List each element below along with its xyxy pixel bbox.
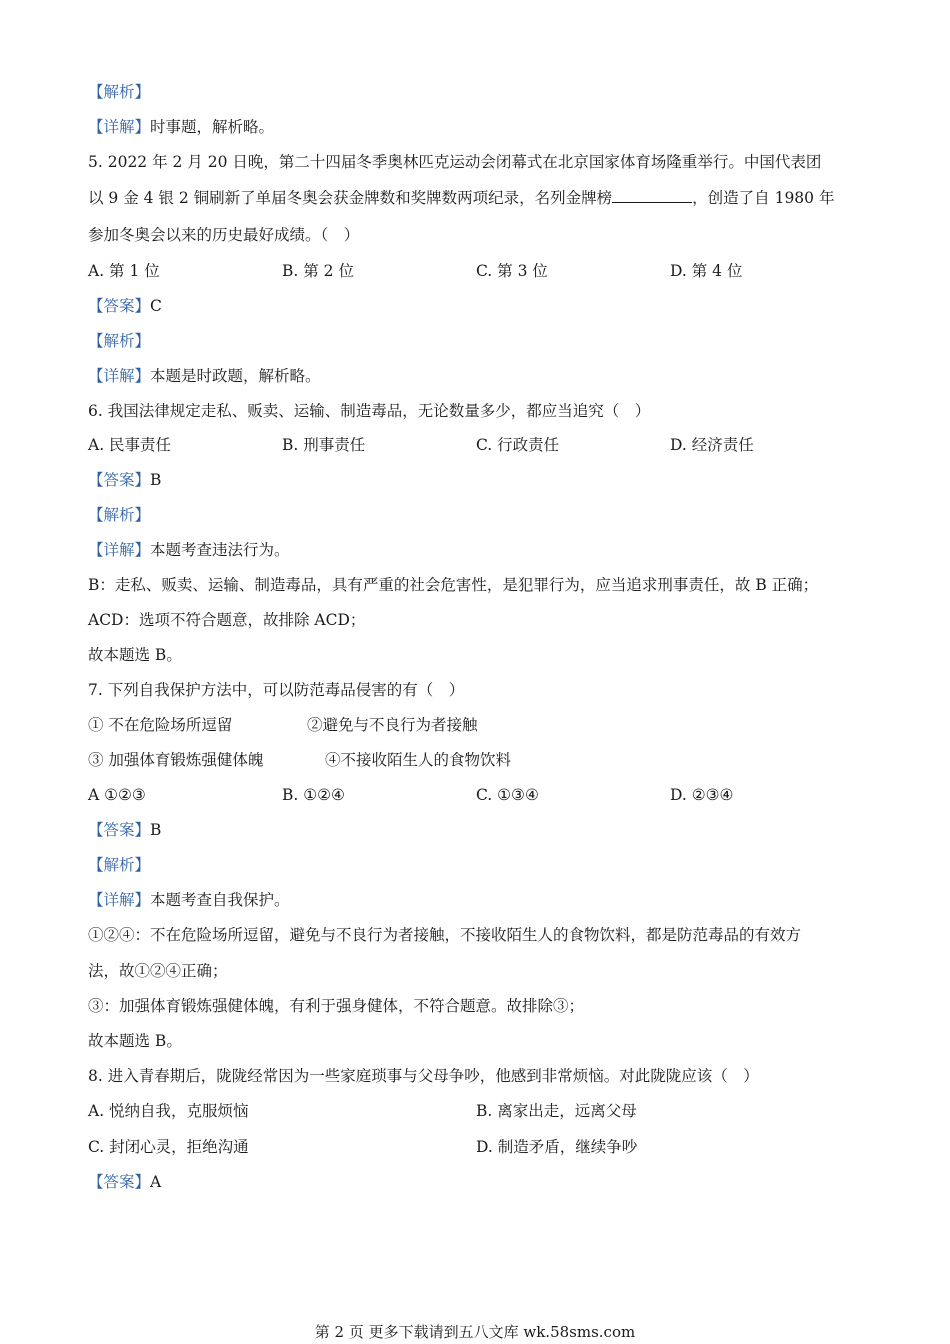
q8-stem: 8. 进入青春期后，陇陇经常因为一些家庭琐事与父母争吵，他感到非常烦恼。对此陇陇应该（ ） (88, 1067, 759, 1085)
q7-option-b: B. ①②④ (282, 786, 345, 804)
q6-stem: 6. 我国法律规定走私、贩卖、运输、制造毒品，无论数量多少，都应当追究（ ） (88, 402, 651, 420)
detail-tag: 【详解】 (88, 367, 151, 385)
q7-statement-1: ① 不在危险场所逗留 (88, 716, 233, 734)
detail-text: 时事题，解析略。 (150, 118, 275, 136)
analysis-tag: 【解析】 (88, 83, 151, 101)
q5-option-a: A. 第 1 位 (88, 262, 160, 280)
answer-tag: 【答案】 (88, 297, 151, 315)
q7-answer (88, 819, 161, 841)
detail-tag: 【详解】 (88, 891, 151, 909)
q6-answer (88, 469, 161, 491)
q8-option-d: D. 制造矛盾，继续争吵 (476, 1138, 638, 1156)
detail-tag: 【详解】 (88, 541, 151, 559)
q6-explanation-1: B：走私、贩卖、运输、制造毒品，具有严重的社会危害性，是犯罪行为，应当追求刑事责任，故 B 正确； (88, 576, 819, 594)
q7-detail (88, 889, 290, 911)
q6-option-d: D. 经济责任 (670, 436, 754, 454)
q5-detail-text: 本题是时政题，解析略。 (150, 367, 321, 385)
detail-tag: 【详解】 (88, 118, 151, 136)
q7-statement-2: ②避免与不良行为者接触 (307, 716, 478, 734)
q5-answer (88, 295, 162, 317)
q5-stem-line-2 (88, 187, 834, 209)
page-footer: 第 2 页 更多下载请到五八文库 wk.58sms.com (314, 1323, 636, 1341)
q5-answer-value: C (150, 297, 162, 315)
q5-stem-part-a: 以 9 金 4 银 2 铜刷新了单届冬奥会获金牌数和奖牌数两项纪录，名列金牌榜 (88, 189, 613, 207)
q7-option-a: A ①②③ (88, 786, 146, 804)
q7-statement-3: ③ 加强体育锻炼强健体魄 (88, 751, 264, 769)
q6-option-a: A. 民事责任 (88, 436, 172, 454)
q7-detail-text: 本题考查自我保护。 (150, 891, 290, 909)
q8-option-a: A. 悦纳自我，克服烦恼 (88, 1102, 249, 1120)
q5-stem-line-3: 参加冬奥会以来的历史最好成绩。（ ） (88, 226, 360, 244)
q7-analysis-tag: 【解析】 (88, 856, 151, 874)
q6-detail-text: 本题考查违法行为。 (150, 541, 290, 559)
q5-analysis-tag: 【解析】 (88, 332, 151, 350)
q7-explanation-3: ③：加强体育锻炼强健体魄，有利于强身健体，不符合题意。故排除③； (88, 997, 585, 1015)
q7-statement-4: ④不接收陌生人的食物饮料 (325, 751, 512, 769)
q5-stem-line-1: 5. 2022 年 2 月 20 日晚，第二十四届冬季奥林匹克运动会闭幕式在北京国家体育场隆重举行。中国代表团 (88, 153, 822, 171)
answer-tag: 【答案】 (88, 471, 151, 489)
q7-explanation-2: 法，故①②④正确； (88, 962, 228, 980)
q5-option-b: B. 第 2 位 (282, 262, 354, 280)
q5-stem-part-b: ，创造了自 1980 年 (692, 189, 835, 207)
q8-option-b: B. 离家出走，远离父母 (476, 1102, 637, 1120)
q6-analysis-tag: 【解析】 (88, 506, 151, 524)
q7-stem: 7. 下列自我保护方法中，可以防范毒品侵害的有（ ） (88, 681, 465, 699)
q6-explanation-3: 故本题选 B。 (88, 646, 182, 664)
q8-answer-value: A (150, 1173, 162, 1191)
q6-answer-value: B (150, 471, 162, 489)
q7-option-d: D. ②③④ (670, 786, 734, 804)
q7-explanation-1: ①②④：不在危险场所逗留，避免与不良行为者接触，不接收陌生人的食物饮料，都是防范毒品的有效方 (88, 926, 802, 944)
q6-option-b: B. 刑事责任 (282, 436, 366, 454)
answer-tag: 【答案】 (88, 821, 151, 839)
q7-explanation-4: 故本题选 B。 (88, 1032, 182, 1050)
q5-detail (88, 365, 321, 387)
q6-explanation-2: ACD：选项不符合题意，故排除 ACD； (88, 611, 366, 629)
answer-tag: 【答案】 (88, 1173, 151, 1191)
q8-option-c: C. 封闭心灵，拒绝沟通 (88, 1138, 249, 1156)
q5-fill-blank (612, 188, 692, 203)
q6-option-c: C. 行政责任 (476, 436, 560, 454)
q7-option-c: C. ①③④ (476, 786, 539, 804)
detail-line (88, 116, 274, 138)
q5-option-c: C. 第 3 位 (476, 262, 548, 280)
q8-answer (88, 1171, 161, 1193)
q6-detail (88, 539, 290, 561)
q7-answer-value: B (150, 821, 162, 839)
q5-option-d: D. 第 4 位 (670, 262, 743, 280)
